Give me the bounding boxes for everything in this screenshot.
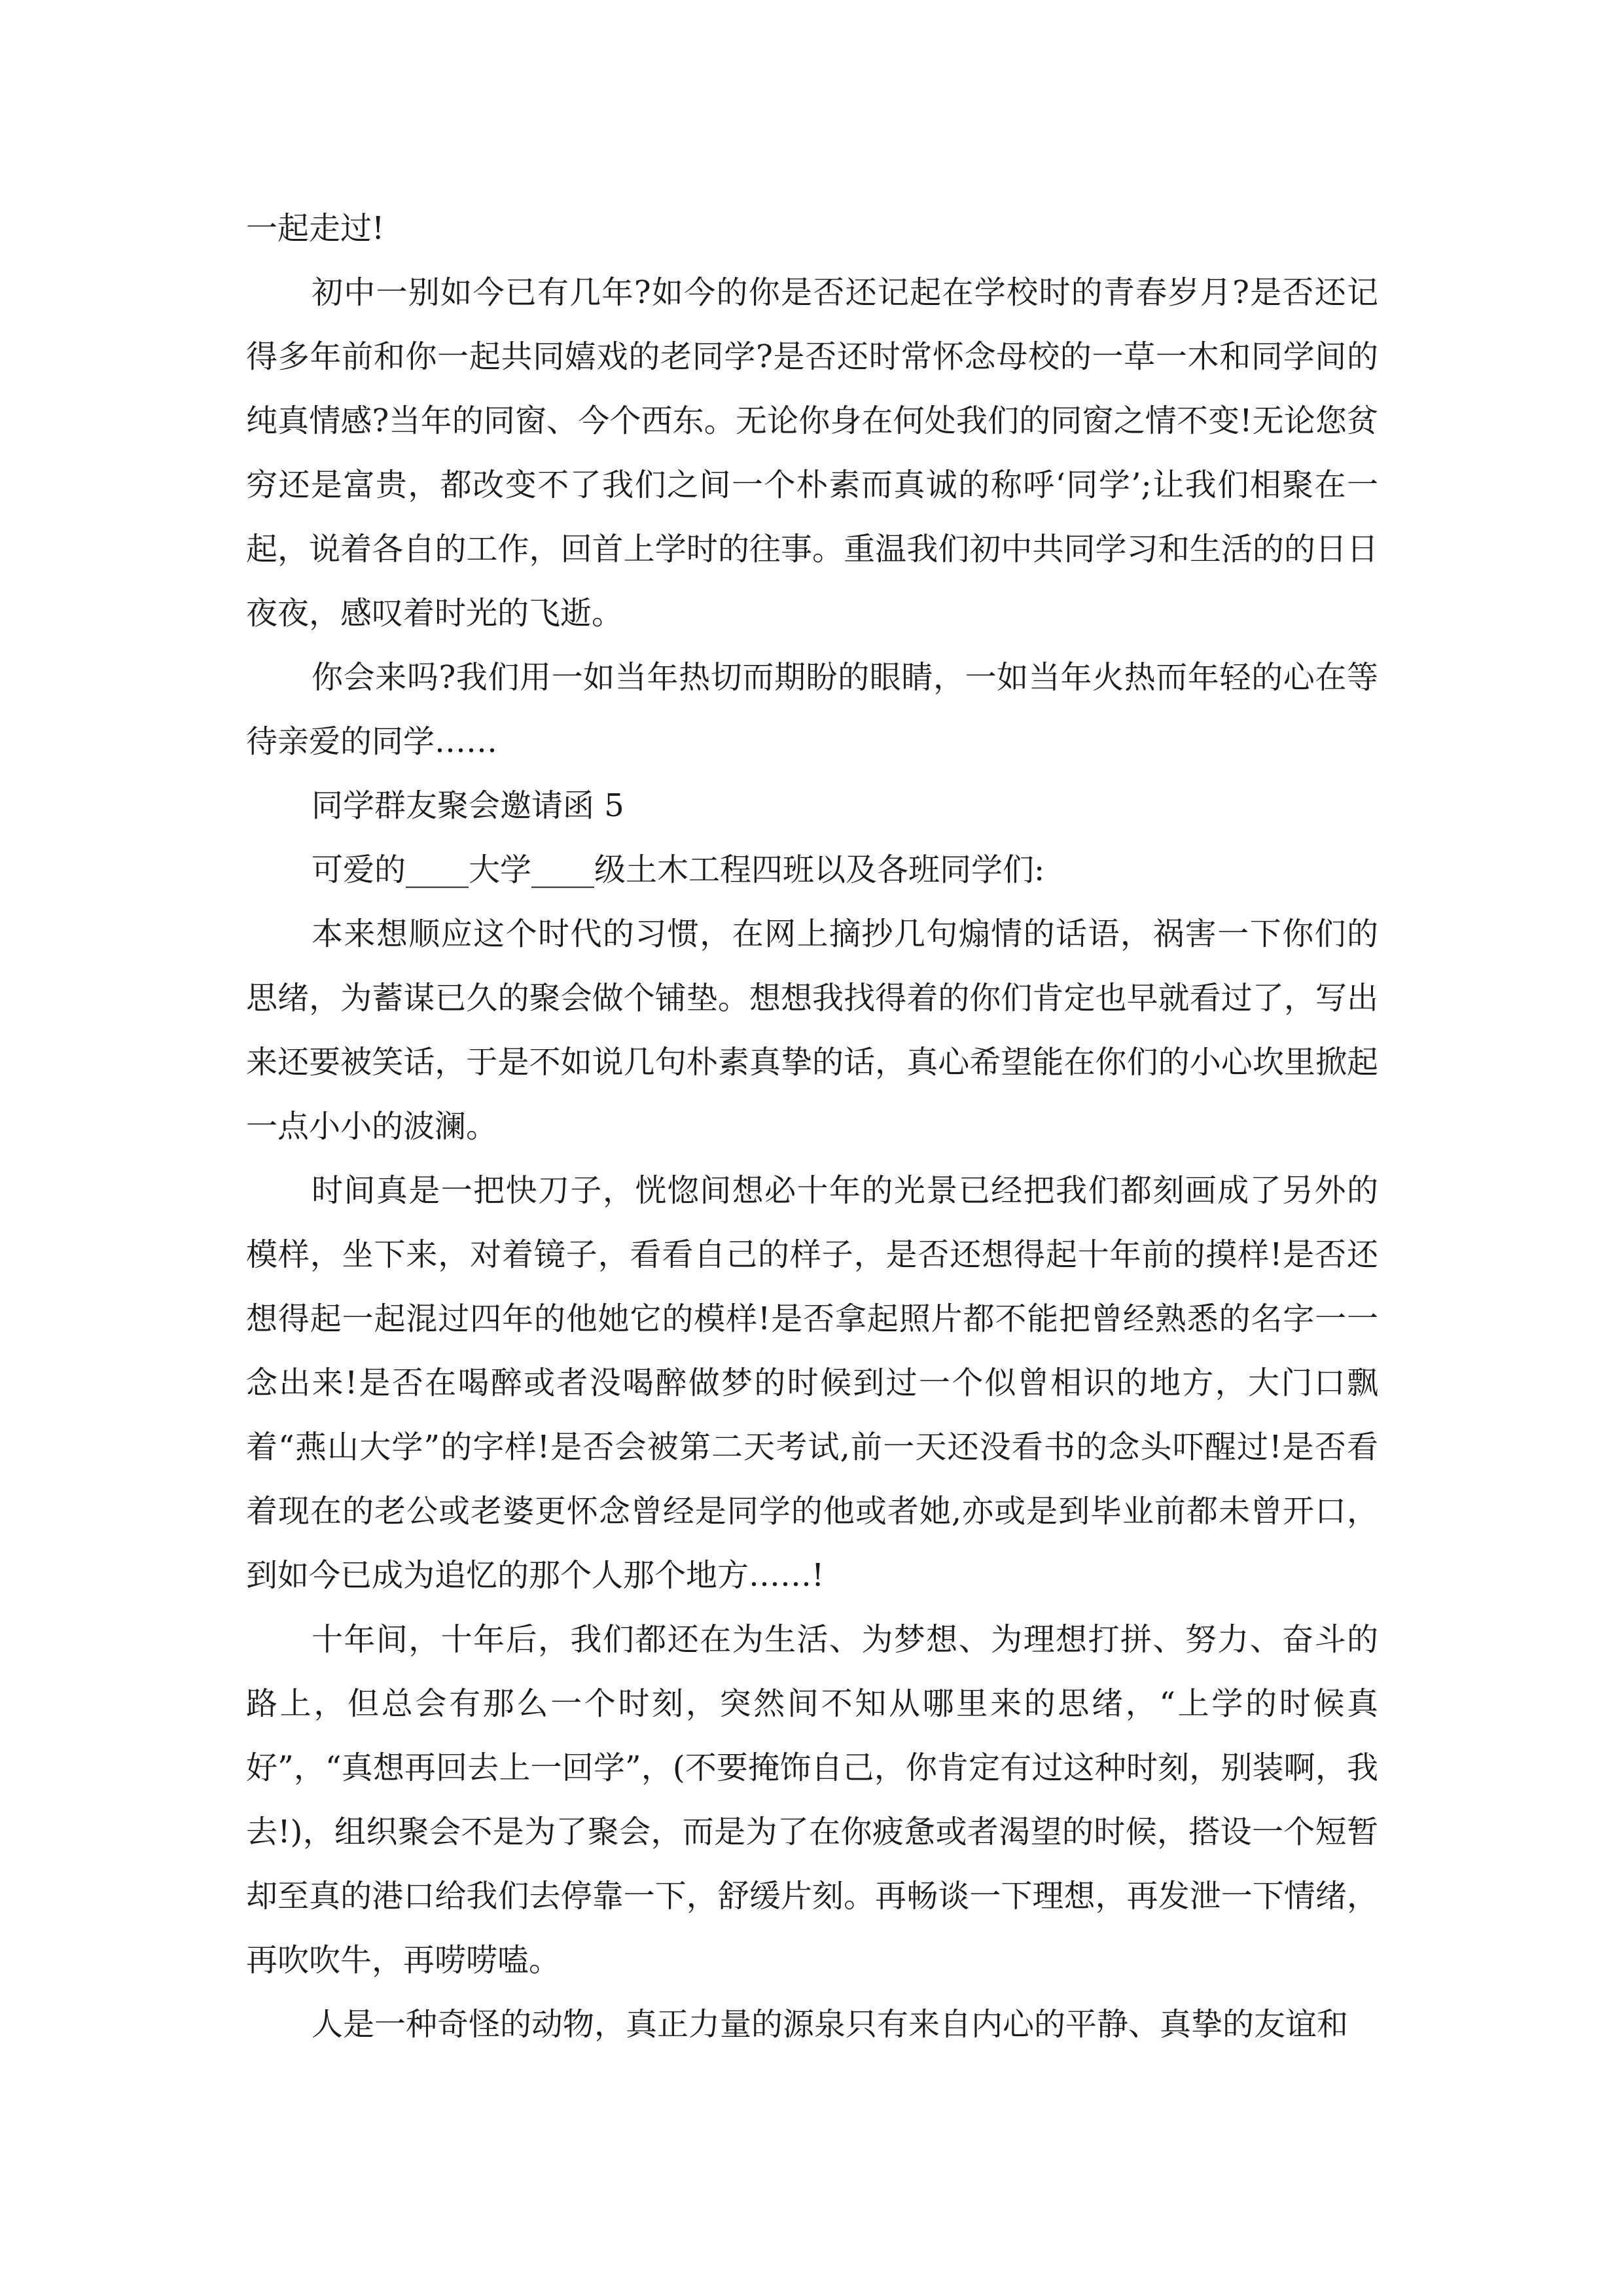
paragraph: 人是一种奇怪的动物，真正力量的源泉只有来自内心的平静、真挚的友谊和 — [312, 2006, 1349, 2043]
paragraph: 初中一别如今已有几年?如今的你是否还记起在学校时的青春岁月?是否还记得多年前和你一起共同嬉戏的老同学?是否还时常怀念母校的一草一木和同学间的纯真情感?当年的同窗、今个西东。无论你身在何处我们的同窗之情不变!无论您贫穷还是富贵，都改变不了我们之间一个朴素而真诚的称呼‘同学’;让我们相聚在一起，说着各自的工作，回首上学时的往事。重温我们初中共同学习和生活的的日日夜夜，感叹着时光的飞逝。 — [246, 274, 1378, 632]
paragraph: 本来想顺应这个时代的习惯，在网上摘抄几句煽情的话语，祸害一下你们的思绪，为蓄谋已久的聚会做个铺垫。想想我找得着的你们肯定也早就看过了，写出来还要被笑话，于是不如说几句朴素真挚的话，真心希望能在你们的小心坎里掀起一点小小的波澜。 — [246, 916, 1378, 1145]
salutation: 可爱的____大学____级土木工程四班以及各班同学们: — [312, 852, 1045, 888]
body-text — [246, 196, 1378, 2056]
paragraph: 十年间，十年后，我们都还在为生活、为梦想、为理想打拼、努力、奋斗的路上，但总会有那么一个时刻，突然间不知从哪里来的思绪，“上学的时候真好”，“真想再回去上一回学”，(不要掩饰自己，你肯定有过这种时刻，别装啊，我去!)，组织聚会不是为了聚会，而是为了在你疲惫或者渴望的时候，搭设一个短暂却至真的港口给我们去停靠一下，舒缓片刻。再畅谈一下理想，再发泄一下情绪，再吹吹牛，再唠唠嗑。 — [246, 1621, 1378, 1979]
paragraph: 时间真是一把快刀子，恍惚间想必十年的光景已经把我们都刻画成了另外的模样，坐下来，对着镜子，看看自己的样子，是否还想得起十年前的摸样!是否还想得起一起混过四年的他她它的模样!是否拿起照片都不能把曾经熟悉的名字一一念出来!是否在喝醉或者没喝醉做梦的时候到过一个似曾相识的地方，大门口飘着“燕山大学”的字样!是否会被第二天考试,前一天还没看书的念头吓醒过!是否看着现在的老公或老婆更怀念曾经是同学的他或者她,亦或是到毕业前都未曾开口，到如今已成为追忆的那个人那个地方……! — [246, 1172, 1378, 1594]
paragraph: 你会来吗?我们用一如当年热切而期盼的眼睛，一如当年火热而年轻的心在等待亲爱的同学…… — [246, 659, 1378, 760]
paragraph-continuation: 一起走过! — [246, 210, 385, 247]
section-heading: 同学群友聚会邀请函 5 — [312, 787, 624, 824]
